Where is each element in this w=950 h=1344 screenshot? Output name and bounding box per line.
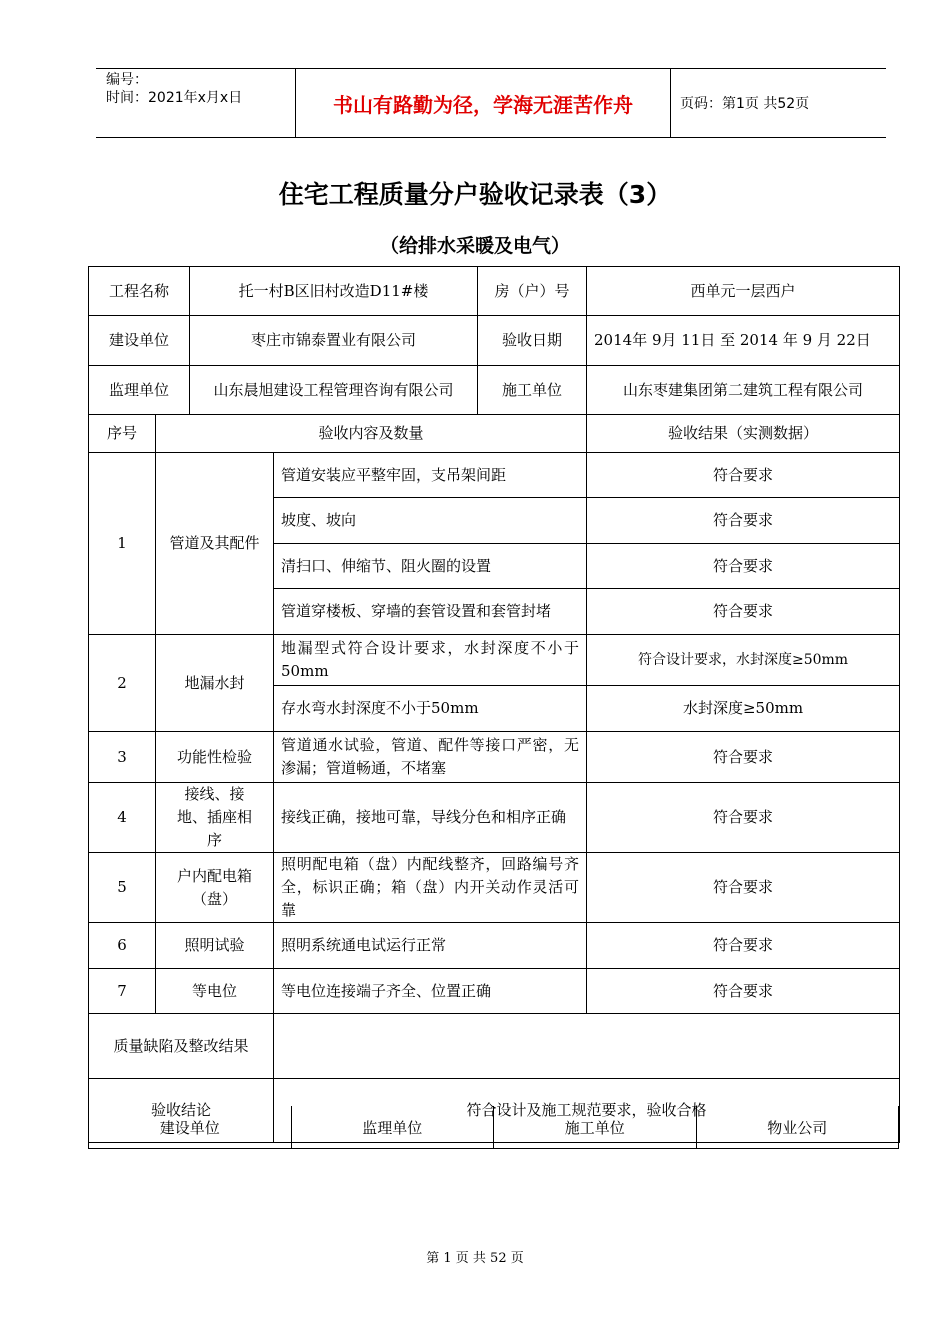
conclusion-value: 符合设计及施工规范要求，验收合格: [274, 1079, 900, 1143]
item-result: 符合要求: [587, 853, 900, 923]
project-name-value: 托一村B区旧村改造D11#楼: [190, 267, 478, 316]
signature-supervisor: 监理单位: [291, 1106, 494, 1149]
item-content: 照明配电箱（盘）内配线整齐，回路编号齐全，标识正确；箱（盘）内开关动作灵活可靠: [274, 853, 587, 923]
time-label: 时间：2021年x月x日: [106, 90, 243, 106]
item-name: 等电位: [156, 969, 274, 1014]
item-name: 功能性检验: [156, 732, 274, 783]
item-name: 户内配电箱（盘）: [156, 853, 274, 923]
date-value: 2014年 9月 11日 至 2014 年 9 月 22日: [587, 316, 900, 366]
unit-value: 西单元一层西户: [587, 267, 900, 316]
col-header-content: 验收内容及数量: [156, 415, 587, 453]
header-meta: [96, 69, 296, 137]
signature-table: [88, 1106, 899, 1149]
signature-property: 物业公司: [696, 1106, 899, 1149]
item-name: 管道及其配件: [156, 453, 274, 635]
serial-number-label: 编号：: [106, 72, 148, 88]
signature-contractor: 施工单位: [494, 1106, 697, 1149]
unit-label: 房（户）号: [478, 267, 587, 316]
conclusion-label: 验收结论: [89, 1079, 274, 1143]
item-result: 水封深度≥50mm: [587, 686, 900, 732]
item-content: 存水弯水封深度不小于50mm: [274, 686, 587, 732]
item-result: 符合要求: [587, 923, 900, 969]
item-content: 照明系统通电试运行正常: [274, 923, 587, 969]
item-result: 符合要求: [587, 453, 900, 498]
document-subtitle: （给排水采暖及电气）: [379, 235, 570, 257]
item-content: 等电位连接端子齐全、位置正确: [274, 969, 587, 1014]
item-seq: 1: [89, 453, 156, 635]
col-header-result: 验收结果（实测数据）: [587, 415, 900, 453]
item-name: 照明试验: [156, 923, 274, 969]
header-motto: 书山有路勤为径，学海无涯苦作舟: [296, 69, 671, 137]
item-result: 符合要求: [587, 589, 900, 635]
item-content: 清扫口、伸缩节、阻火圈的设置: [274, 544, 587, 589]
signature-builder: 建设单位: [89, 1106, 292, 1149]
supervisor-label: 监理单位: [89, 366, 190, 415]
contractor-label: 施工单位: [478, 366, 587, 415]
item-result: 符合要求: [587, 732, 900, 783]
item-result: 符合要求: [587, 544, 900, 589]
project-name-label: 工程名称: [89, 267, 190, 316]
item-content: 坡度、坡向: [274, 498, 587, 544]
item-result: 符合要求: [587, 783, 900, 853]
header-page-label: 页码：第1页 共52页: [680, 96, 810, 112]
item-content: 管道穿楼板、穿墙的套管设置和套管封堵: [274, 589, 587, 635]
item-name: 地漏水封: [156, 635, 274, 732]
item-seq: 2: [89, 635, 156, 732]
page-footer: 第 1 页 共 52 页: [426, 1251, 524, 1266]
defects-label: 质量缺陷及整改结果: [89, 1014, 274, 1079]
document-title: 住宅工程质量分户验收记录表（3）: [278, 180, 672, 209]
page-header: [96, 68, 886, 138]
contractor-value: 山东枣建集团第二建筑工程有限公司: [587, 366, 900, 415]
item-seq: 7: [89, 969, 156, 1014]
item-seq: 3: [89, 732, 156, 783]
item-seq: 6: [89, 923, 156, 969]
item-name: 接线、接地、插座相序: [156, 783, 274, 853]
item-content: 地漏型式符合设计要求，水封深度不小于50mm: [274, 635, 587, 686]
date-label: 验收日期: [478, 316, 587, 366]
inspection-table: [88, 266, 900, 1143]
item-seq: 5: [89, 853, 156, 923]
builder-label: 建设单位: [89, 316, 190, 366]
item-seq: 4: [89, 783, 156, 853]
item-content: 管道安装应平整牢固，支吊架间距: [274, 453, 587, 498]
builder-value: 枣庄市锦泰置业有限公司: [190, 316, 478, 366]
supervisor-value: 山东晨旭建设工程管理咨询有限公司: [190, 366, 478, 415]
item-result: 符合设计要求，水封深度≥50mm: [587, 635, 900, 686]
item-result: 符合要求: [587, 498, 900, 544]
item-result: 符合要求: [587, 969, 900, 1014]
item-content: 管道通水试验，管道、配件等接口严密，无渗漏；管道畅通，不堵塞: [274, 732, 587, 783]
item-content: 接线正确，接地可靠，导线分色和相序正确: [274, 783, 587, 853]
col-header-seq: 序号: [89, 415, 156, 453]
defects-value: [274, 1014, 900, 1079]
